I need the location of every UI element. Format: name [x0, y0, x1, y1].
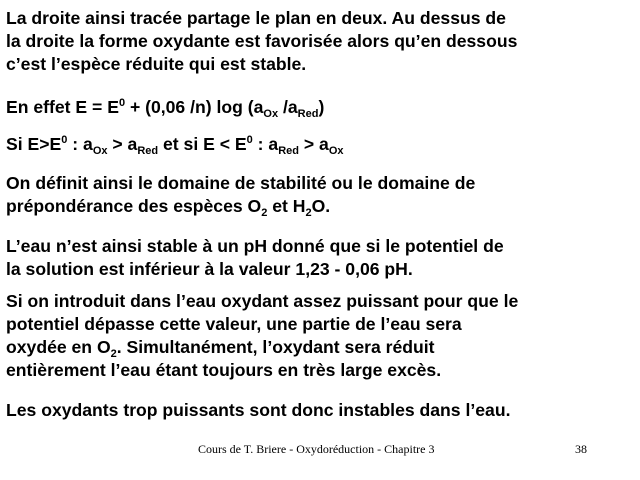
text-segment: > a — [298, 134, 329, 154]
text-segment: . Simultanément, l’oxydant sera réduit — [116, 337, 435, 357]
text-line: La droite ainsi tracée partage le plan en deux. Au dessus de — [6, 8, 506, 28]
paragraph-intro — [6, 7, 634, 76]
subscript: 2 — [305, 207, 312, 219]
text-segment: O. — [311, 196, 331, 216]
paragraph-stability-domain — [6, 172, 634, 218]
superscript: 0 — [246, 134, 253, 146]
text-line: la solution est inférieur à la valeur 1,23 - 0,06 pH. — [6, 259, 413, 279]
paragraph-conditions — [6, 133, 634, 156]
text-line: la droite la forme oxydante est favorisée alors qu’en dessous — [6, 31, 518, 51]
superscript: 0 — [118, 97, 126, 109]
text-segment: En effet E = E — [6, 97, 119, 117]
subscript: Ox — [328, 145, 344, 157]
text-line: c’est l’espèce réduite qui est stable. — [6, 54, 307, 74]
footer-course-title: Cours de T. Briere - Oxydoréduction - Chapitre 3 — [198, 442, 435, 456]
subscript: Ox — [92, 145, 108, 157]
text-segment: /a — [278, 97, 298, 117]
subscript: Red — [278, 145, 299, 157]
text-segment: prépondérance des espèces O — [6, 196, 262, 216]
text-segment: Si E>E — [6, 134, 62, 154]
text-line: entièrement l’eau étant toujours en très large excès. — [6, 360, 442, 380]
text-segment: et H — [267, 196, 306, 216]
text-line: On définit ainsi le domaine de stabilité ou le domaine de — [6, 173, 476, 193]
text-line: Les oxydants trop puissants sont donc instables dans l’eau. — [6, 400, 511, 420]
subscript: 2 — [261, 207, 268, 219]
subscript: Red — [297, 108, 319, 120]
subscript: 2 — [110, 348, 117, 360]
text-segment: > a — [107, 134, 138, 154]
paragraph-oxidant-effect — [6, 290, 634, 382]
paragraph-water-stability — [6, 235, 634, 281]
footer-page-number: 38 — [575, 442, 587, 456]
superscript: 0 — [61, 134, 68, 146]
text-segment: oxydée en O — [6, 337, 111, 357]
text-line: Si on introduit dans l’eau oxydant assez puissant pour que le — [6, 291, 519, 311]
subscript: Ox — [263, 108, 279, 120]
text-line: potentiel dépasse cette valeur, une partie de l’eau sera — [6, 314, 462, 334]
paragraph-conclusion — [6, 399, 634, 422]
subscript: Red — [137, 145, 159, 157]
text-segment: + (0,06 /n) log (a — [125, 97, 264, 117]
text-segment: : a — [252, 134, 279, 154]
paragraph-nernst-equation — [6, 96, 634, 119]
text-segment: : a — [67, 134, 93, 154]
text-segment: et si E < E — [158, 134, 247, 154]
text-line: L’eau n’est ainsi stable à un pH donné que si le potentiel de — [6, 236, 504, 256]
text-segment: ) — [318, 97, 325, 117]
